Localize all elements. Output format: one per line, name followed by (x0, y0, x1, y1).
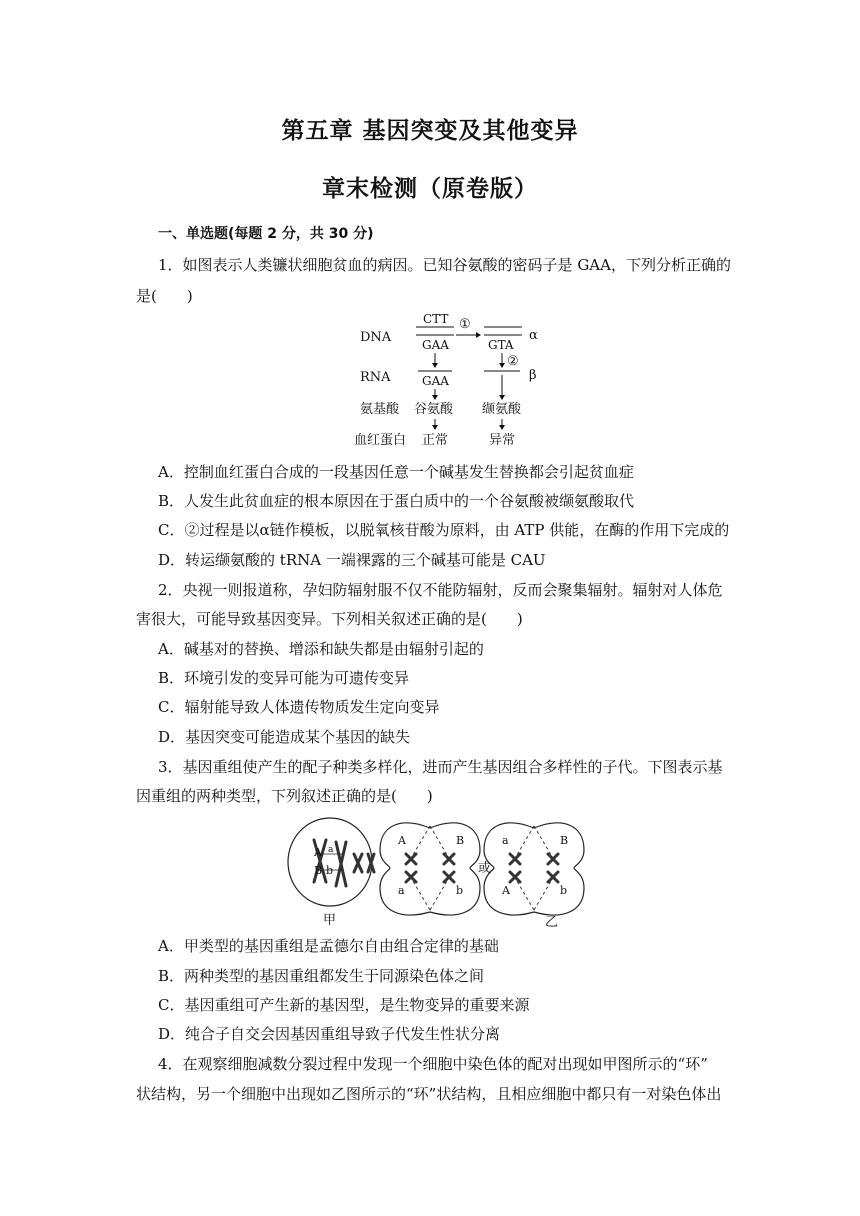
svg-text:b: b (326, 864, 334, 877)
q3-stem-line2: 因重组的两种类型，下列叙述正确的是( ) (136, 787, 433, 805)
svg-text:a: a (398, 884, 405, 897)
result-normal: 正常 (422, 433, 449, 448)
svg-text:A: A (502, 884, 510, 897)
label-amino-acid: 氨基酸 (360, 402, 400, 417)
aa-valine: 缬氨酸 (482, 402, 522, 417)
label-jia: 甲 (323, 913, 337, 928)
q3-option-d[interactable]: D．纯合子自交会因基因重组导致子代发生性状分离 (158, 1025, 501, 1043)
q3-diagram (280, 816, 620, 928)
label-yi: 乙 (545, 915, 559, 928)
svg-text:b: b (560, 884, 568, 897)
svg-text:B: B (314, 864, 323, 877)
svg-text:A: A (314, 846, 322, 859)
result-abnormal: 异常 (489, 433, 516, 448)
q1-option-c[interactable]: C．②过程是以α链作模板，以脱氧核苷酸为原料，由 ATP 供能，在酶的作用下完成的 (158, 521, 730, 539)
codon-gaa-rna: GAA (422, 374, 449, 388)
codon-ctt: CTT (423, 312, 449, 326)
svg-text:a: a (502, 834, 509, 847)
label-rna: RNA (360, 370, 391, 385)
q1-option-b[interactable]: B．人发生此贫血症的根本原因在于蛋白质中的一个谷氨酸被缬氨酸取代 (158, 492, 635, 510)
q2-option-b[interactable]: B．环境引发的变异可能为可遗传变异 (158, 669, 410, 687)
q1-diagram (350, 305, 550, 455)
q2-option-a[interactable]: A．碱基对的替换、增添和缺失都是由辐射引起的 (158, 640, 484, 658)
label-dna: DNA (360, 330, 392, 345)
strand-beta: β (529, 368, 537, 383)
label-or: 或 (478, 861, 492, 876)
step-2-marker: ② (507, 354, 519, 369)
strand-alpha: α (529, 328, 538, 343)
section-heading: 一、单选题(每题 2 分，共 30 分) (158, 226, 374, 242)
q3-option-c[interactable]: C．基因重组可产生新的基因型，是生物变异的重要来源 (158, 996, 530, 1014)
svg-text:a: a (328, 845, 334, 855)
q4-stem-line1: 4．在观察细胞减数分裂过程中发现一个细胞中染色体的配对出现如甲图所示的“环” (158, 1055, 708, 1073)
svg-text:b: b (456, 884, 464, 897)
q3-option-b[interactable]: B．两种类型的基因重组都发生于同源染色体之间 (158, 967, 485, 985)
q1-option-a[interactable]: A．控制血红蛋白合成的一段基因任意一个碱基发生替换都会引起贫血症 (158, 463, 634, 481)
q2-option-d[interactable]: D．基因突变可能造成某个基因的缺失 (158, 728, 411, 746)
q2-stem-line2: 害很大，可能导致基因变异。下列相关叙述正确的是( ) (136, 610, 523, 628)
svg-text:B: B (560, 834, 569, 847)
svg-text:B: B (456, 834, 465, 847)
q1-stem-line1: 1．如图表示人类镰状细胞贫血的病因。已知谷氨酸的密码子是 GAA，下列分析正确的 (158, 256, 731, 274)
q2-stem-line1: 2．央视一则报道称，孕妇防辐射服不仅不能防辐射，反而会聚集辐射。辐射对人体危 (158, 581, 723, 599)
q1-stem-line2: 是( ) (136, 287, 193, 305)
codon-gta: GTA (488, 338, 514, 352)
q1-option-d[interactable]: D．转运缬氨酸的 tRNA 一端裸露的三个碱基可能是 CAU (158, 551, 546, 569)
step-1-marker: ① (459, 317, 471, 332)
page-subtitle: 章末检测（原卷版） (322, 176, 538, 202)
page-title: 第五章 基因突变及其他变异 (281, 118, 579, 144)
aa-glutamate: 谷氨酸 (414, 402, 454, 417)
q3-stem-line1: 3．基因重组使产生的配子种类多样化，进而产生基因组合多样性的子代。下图表示基 (158, 758, 723, 776)
q3-option-a[interactable]: A．甲类型的基因重组是孟德尔自由组合定律的基础 (158, 937, 499, 955)
q4-stem-line2: 状结构，另一个细胞中出现如乙图所示的“环”状结构，且相应细胞中都只有一对染色体出 (136, 1085, 722, 1103)
q2-option-c[interactable]: C．辐射能导致人体遗传物质发生定向变异 (158, 698, 440, 716)
svg-text:A: A (398, 834, 406, 847)
codon-gaa-dna: GAA (422, 338, 449, 352)
label-hemoglobin: 血红蛋白 (354, 433, 407, 448)
